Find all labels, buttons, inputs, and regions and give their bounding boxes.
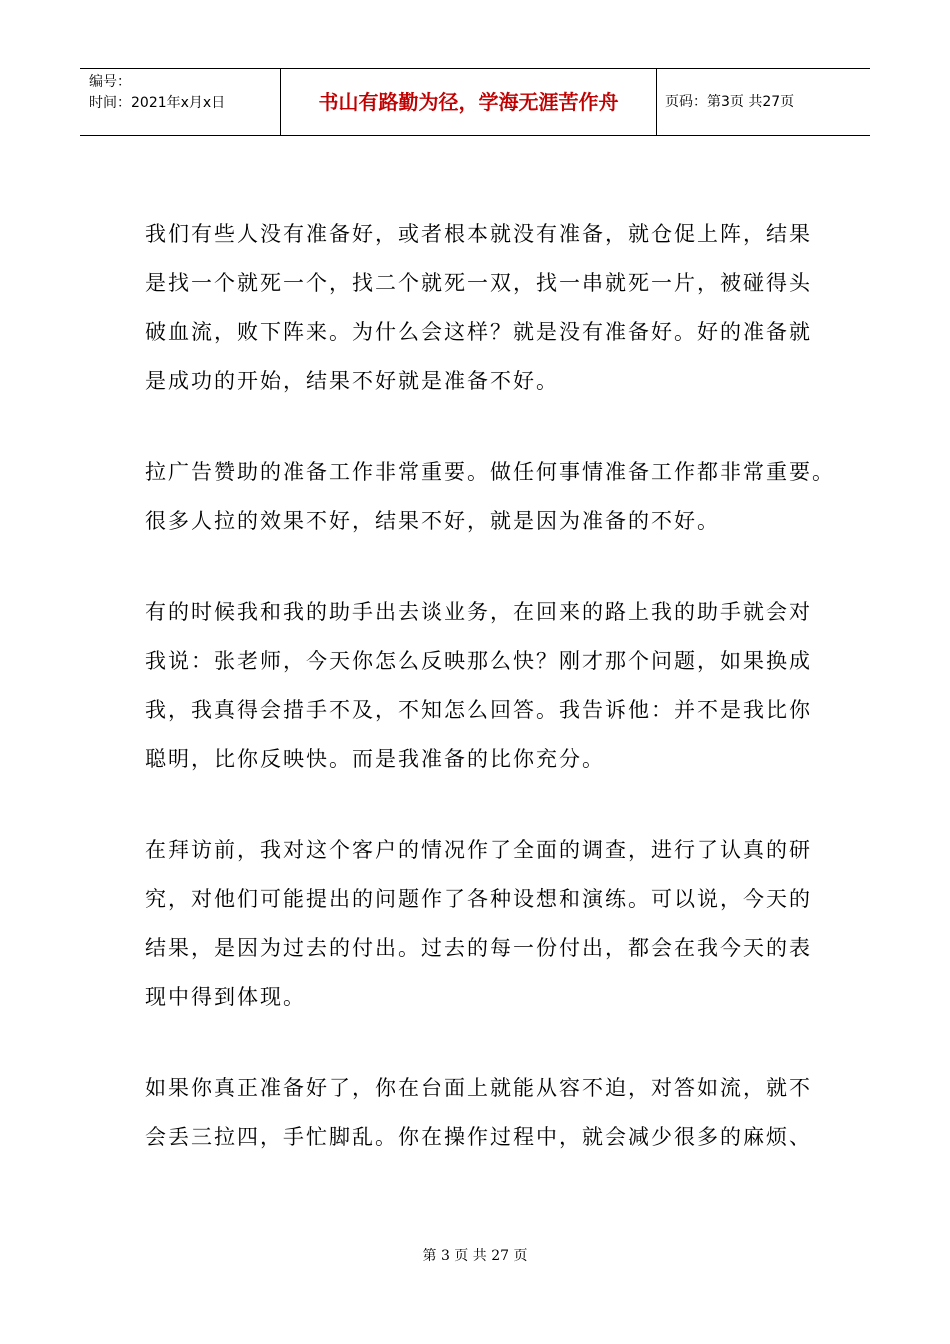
paragraph-line: 现中得到体现。: [145, 985, 306, 1009]
header-time-label: 时间：2021年x月x日: [89, 95, 226, 111]
paragraph-line: 有的时候我和我的助手出去谈业务，在回来的路上我的助手就会对: [145, 600, 812, 624]
paragraph-line: 很多人拉的效果不好，结果不好，就是因为准备的不好。: [145, 509, 720, 533]
paragraph: [145, 1064, 825, 1162]
paragraph-line: 我说：张老师，今天你怎么反映那么快？刚才那个问题，如果换成: [145, 649, 812, 673]
paragraph-line: 究，对他们可能提出的问题作了各种设想和演练。可以说，今天的: [145, 887, 812, 911]
header-divider: [656, 69, 657, 135]
header-number-label: 编号：: [89, 74, 131, 90]
header-motto: 书山有路勤为径，学海无涯苦作舟: [318, 90, 619, 114]
paragraph: [145, 826, 825, 1022]
paragraph-line: 在拜访前，我对这个客户的情况作了全面的调查，进行了认真的研: [145, 838, 812, 862]
paragraph-line: 会丢三拉四，手忙脚乱。你在操作过程中，就会减少很多的麻烦、: [145, 1125, 812, 1149]
paragraph-line: 我，我真得会措手不及，不知怎么回答。我告诉他：并不是我比你: [145, 698, 812, 722]
paragraph-line: 聪明，比你反映快。而是我准备的比你充分。: [145, 747, 605, 771]
paragraph-line: 是找一个就死一个，找二个就死一双，找一串就死一片，被碰得头: [145, 271, 812, 295]
header-page-label: 页码：第3页 共27页: [665, 94, 795, 110]
paragraph-line: 破血流，败下阵来。为什么会这样？就是没有准备好。好的准备就: [145, 320, 812, 344]
header-meta: [80, 69, 280, 135]
paragraph: [145, 210, 825, 406]
paragraph: [145, 448, 835, 546]
paragraph: [145, 588, 825, 784]
document-body: [145, 210, 835, 1204]
paragraph-line: 是成功的开始，结果不好就是准备不好。: [145, 369, 559, 393]
page-footer: 第 3 页 共 27 页: [422, 1248, 528, 1264]
paragraph-line: 如果你真正准备好了，你在台面上就能从容不迫，对答如流，就不: [145, 1076, 812, 1100]
paragraph-line: 结果，是因为过去的付出。过去的每一份付出，都会在我今天的表: [145, 936, 812, 960]
page-header: [80, 68, 870, 136]
paragraph-line: 我们有些人没有准备好，或者根本就没有准备，就仓促上阵，结果: [145, 222, 812, 246]
paragraph-line: 拉广告赞助的准备工作非常重要。做任何事情准备工作都非常重要。: [145, 460, 835, 484]
